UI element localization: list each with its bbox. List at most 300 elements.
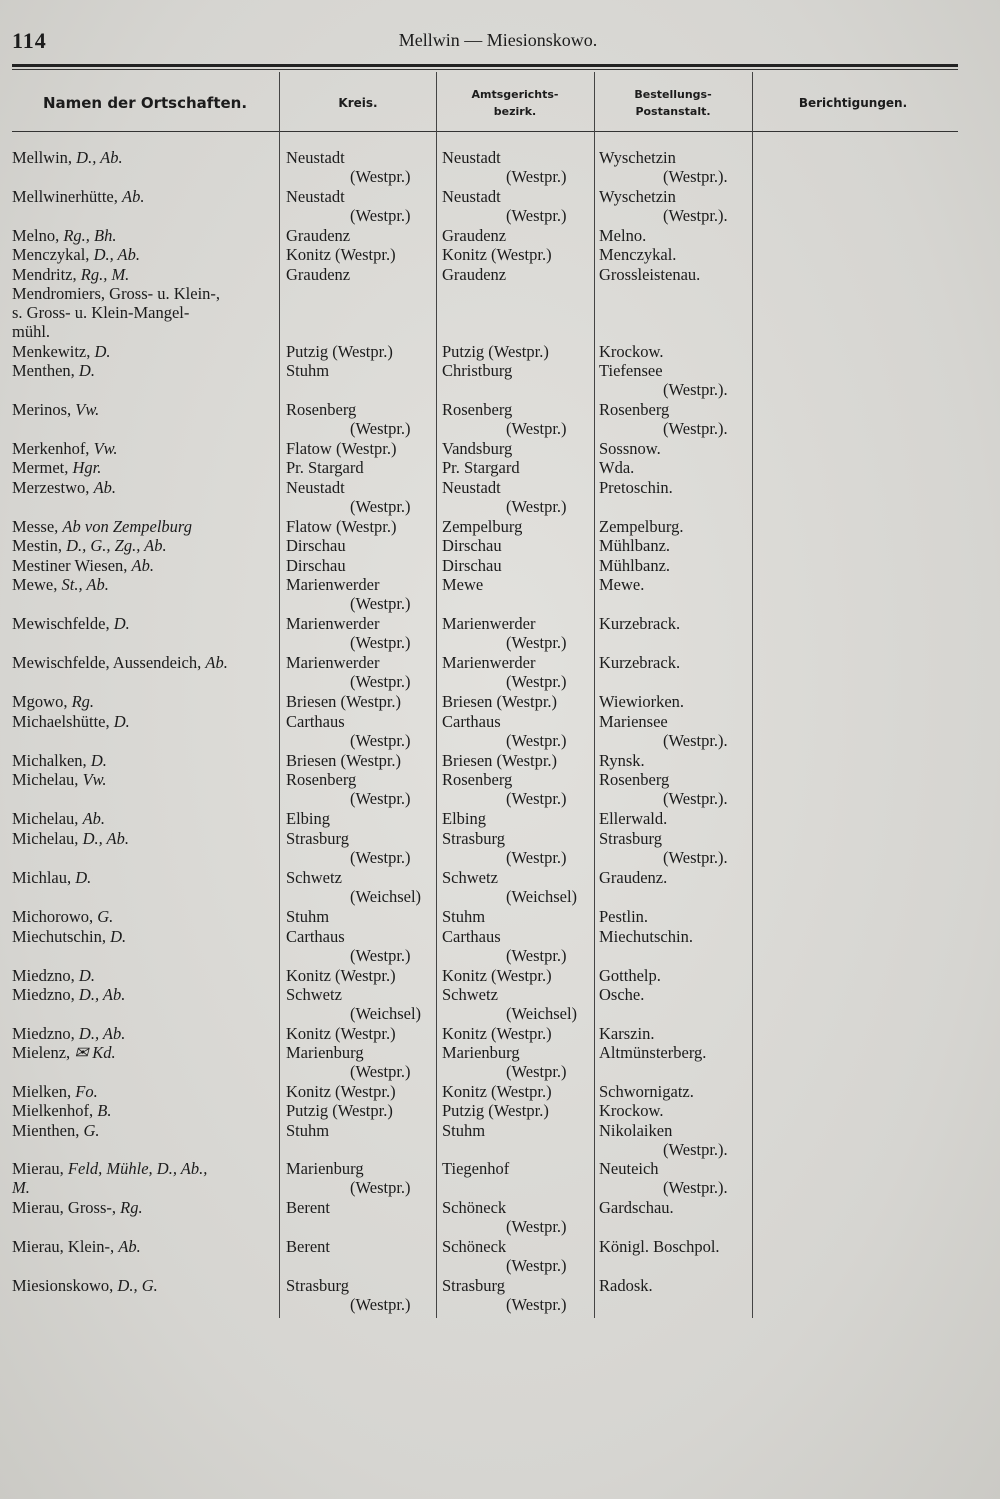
post-office-cell (599, 187, 749, 225)
kreis-cell-line2: (Westpr.) (350, 419, 411, 439)
post-office-cell-line1: Mühlbanz. (599, 536, 671, 555)
court-district-cell-line2: (Westpr.) (506, 1217, 567, 1237)
post-office-cell-line1: Pestlin. (599, 907, 649, 926)
place-name: Mierau, Klein-, (12, 1237, 119, 1256)
court-district-cell (442, 226, 588, 245)
post-office-cell-line2: (Westpr.). (663, 206, 728, 226)
kreis-cell (286, 966, 432, 985)
place-type: D., Ab. (82, 829, 130, 848)
court-district-cell-line1: Putzig (Westpr.) (442, 342, 549, 361)
court-district-cell-line1: Briesen (Westpr.) (442, 751, 558, 770)
kreis-cell (286, 927, 432, 965)
kreis-cell (286, 1101, 432, 1120)
post-office-cell (599, 751, 749, 770)
post-office-cell-line1: Osche. (599, 985, 645, 1004)
kreis-cell-line1: Konitz (Westpr.) (286, 1082, 396, 1101)
kreis-cell-line1: Marienburg (286, 1159, 364, 1178)
post-office-cell-line2: (Westpr.). (663, 1178, 728, 1198)
place-name-cell (12, 927, 278, 946)
kreis-cell-line1: Rosenberg (286, 400, 357, 419)
post-office-cell-line2: (Westpr.). (663, 419, 728, 439)
post-office-cell (599, 712, 749, 750)
place-name: Miechutschin, (12, 927, 111, 946)
court-district-cell (442, 1159, 588, 1178)
place-type: D. (75, 868, 92, 887)
kreis-cell-line1: Carthaus (286, 927, 345, 946)
place-name: Mermet, (12, 458, 73, 477)
place-name-cell (12, 361, 278, 380)
post-office-cell (599, 1276, 749, 1295)
court-district-cell-line1: Marienwerder (442, 614, 536, 633)
post-office-cell (599, 245, 749, 264)
column-header-name: Namen der Ortschaften. (42, 94, 248, 112)
place-name: Miedzno, (12, 1024, 79, 1043)
court-district-cell-line1: Carthaus (442, 712, 501, 731)
post-office-cell (599, 226, 749, 245)
column-header-amt: Amtsgerichts- bezirk. (471, 88, 559, 118)
post-office-cell-line1: Gardschau. (599, 1198, 674, 1217)
place-name-cell (12, 1043, 278, 1062)
place-name-cell (12, 692, 278, 711)
post-office-cell-line1: Tiefensee (599, 361, 663, 380)
place-name: Menthen, (12, 361, 79, 380)
court-district-cell (442, 342, 588, 361)
place-type: D., Ab. (78, 1024, 126, 1043)
court-district-cell (442, 439, 588, 458)
court-district-cell-line1: Stuhm (442, 1121, 486, 1140)
kreis-cell (286, 809, 432, 828)
place-name-cell (12, 517, 278, 536)
place-type: Ab. (82, 809, 106, 828)
place-name-cell (12, 1121, 278, 1140)
kreis-cell (286, 829, 432, 867)
post-office-cell (599, 361, 749, 399)
post-office-cell-line1: Wyschetzin (599, 187, 676, 206)
place-type: D. (113, 614, 130, 633)
place-name-cell (12, 458, 278, 477)
court-district-cell-line1: Schöneck (442, 1198, 507, 1217)
post-office-cell-line1: Strasburg (599, 829, 662, 848)
court-district-cell (442, 361, 588, 380)
kreis-cell-line1: Marienwerder (286, 614, 380, 633)
kreis-cell (286, 478, 432, 516)
court-district-cell (442, 1101, 588, 1120)
kreis-cell-line1: Rosenberg (286, 770, 357, 789)
court-district-cell (442, 868, 588, 906)
kreis-cell-line2: (Westpr.) (350, 946, 411, 966)
kreis-cell (286, 439, 432, 458)
post-office-cell (599, 614, 749, 633)
place-name: Michaelshütte, (12, 712, 114, 731)
post-office-cell (599, 907, 749, 926)
place-name: Mgowo, (12, 692, 72, 711)
court-district-cell-line1: Neustadt (442, 478, 501, 497)
place-name: Menczykal, (12, 245, 94, 264)
court-district-cell-line2: (Westpr.) (506, 672, 567, 692)
kreis-cell-line1: Konitz (Westpr.) (286, 245, 396, 264)
court-district-cell (442, 770, 588, 808)
place-type: Ab. (131, 556, 155, 575)
gazetteer-table (0, 148, 1000, 1478)
kreis-cell-line1: Graudenz (286, 226, 351, 245)
court-district-cell-line1: Briesen (Westpr.) (442, 692, 558, 711)
place-name-cell (12, 342, 278, 361)
court-district-cell-line1: Dirschau (442, 556, 502, 575)
court-district-cell-line1: Marienwerder (442, 653, 536, 672)
place-name: Mestiner Wiesen, (12, 556, 132, 575)
place-name: Messe, (12, 517, 63, 536)
court-district-cell (442, 187, 588, 225)
place-type: B. (97, 1101, 112, 1120)
court-district-cell (442, 1043, 588, 1081)
page-number: 114 (12, 28, 47, 53)
place-name: Menkewitz, (12, 342, 95, 361)
place-type: D., G. (117, 1276, 158, 1295)
kreis-cell (286, 1024, 432, 1043)
court-district-cell (442, 265, 588, 284)
kreis-cell-line1: Marienwerder (286, 653, 380, 672)
place-name-cell (12, 712, 278, 731)
court-district-cell (442, 1237, 588, 1275)
court-district-cell-line1: Zempelburg (442, 517, 523, 536)
post-office-cell (599, 536, 749, 555)
post-office-cell (599, 868, 749, 887)
court-district-cell-line1: Konitz (Westpr.) (442, 1082, 552, 1101)
kreis-cell (286, 712, 432, 750)
place-name: Mewe, (12, 575, 62, 594)
kreis-cell-line2: (Westpr.) (350, 848, 411, 868)
court-district-cell (442, 653, 588, 691)
place-name-cell (12, 187, 278, 206)
place-name-cell (12, 751, 278, 770)
place-name-cell (12, 1276, 278, 1295)
post-office-cell (599, 809, 749, 828)
kreis-cell (286, 1276, 432, 1314)
post-office-cell (599, 692, 749, 711)
post-office-cell (599, 1082, 749, 1101)
place-type: D., Ab. (76, 148, 123, 167)
court-district-cell-line1: Neustadt (442, 187, 501, 206)
place-name: Mendromiers, Gross- u. Klein-, s. Gross- u. Klein-Mangel- mühl. (12, 284, 221, 342)
place-name-cell (12, 556, 278, 575)
kreis-cell-line1: Berent (286, 1198, 330, 1217)
place-name: Merinos, (12, 400, 76, 419)
place-type: D. (78, 361, 95, 380)
place-name-cell (12, 614, 278, 633)
kreis-cell-line2: (Weichsel) (350, 887, 422, 907)
post-office-cell-line1: Sossnow. (599, 439, 661, 458)
place-name: Mienthen, (12, 1121, 84, 1140)
place-name-cell (12, 829, 278, 848)
court-district-cell-line2: (Westpr.) (506, 206, 567, 226)
kreis-cell (286, 575, 432, 613)
post-office-cell (599, 927, 749, 946)
post-office-cell-line1: Grossleistenau. (599, 265, 701, 284)
post-office-cell (599, 148, 749, 186)
place-name: Mellwinerhütte, (12, 187, 122, 206)
court-district-cell-line1: Strasburg (442, 829, 505, 848)
kreis-cell (286, 692, 432, 711)
post-office-cell (599, 1043, 749, 1062)
kreis-cell (286, 148, 432, 186)
court-district-cell-line1: Schwetz (442, 868, 498, 887)
post-office-cell (599, 458, 749, 477)
place-type: Feld, Mühle, D., Ab., M. (12, 1159, 208, 1198)
post-office-cell-line1: Kurzebrack. (599, 614, 681, 633)
post-office-cell-line1: Mühlbanz. (599, 556, 671, 575)
court-district-cell-line1: Marienburg (442, 1043, 520, 1062)
place-type: Ab. (121, 187, 145, 206)
place-name: Miedzno, (12, 966, 79, 985)
court-district-cell-line1: Christburg (442, 361, 513, 380)
place-name-cell (12, 966, 278, 985)
post-office-cell (599, 770, 749, 808)
post-office-cell-line1: Melno. (599, 226, 647, 245)
court-district-cell-line1: Konitz (Westpr.) (442, 1024, 552, 1043)
post-office-cell (599, 575, 749, 594)
place-name-cell (12, 868, 278, 887)
kreis-cell-line2: (Westpr.) (350, 167, 411, 187)
court-district-cell (442, 458, 588, 477)
post-office-cell-line1: Königl. Boschpol. (599, 1237, 720, 1256)
court-district-cell-line1: Graudenz (442, 265, 507, 284)
court-district-cell (442, 966, 588, 985)
kreis-cell-line1: Neustadt (286, 478, 345, 497)
post-office-cell-line1: Schwornigatz. (599, 1082, 694, 1101)
court-district-cell-line1: Schwetz (442, 985, 498, 1004)
court-district-cell-line1: Tiegenhof (442, 1159, 510, 1178)
post-office-cell-line2: (Westpr.). (663, 848, 728, 868)
kreis-cell-line2: (Westpr.) (350, 672, 411, 692)
header-rule (12, 64, 958, 67)
place-type: ✉ Kd. (74, 1043, 116, 1062)
post-office-cell (599, 1237, 749, 1256)
court-district-cell-line1: Rosenberg (442, 400, 513, 419)
place-name: Mielken, (12, 1082, 76, 1101)
kreis-cell (286, 517, 432, 536)
column-header-rule (12, 131, 958, 132)
post-office-cell (599, 400, 749, 438)
kreis-cell-line1: Schwetz (286, 985, 342, 1004)
court-district-cell (442, 712, 588, 750)
place-name: Mewischfelde, (12, 614, 114, 633)
post-office-cell-line1: Neuteich (599, 1159, 659, 1178)
post-office-cell-line1: Wda. (599, 458, 635, 477)
kreis-cell-line1: Marienburg (286, 1043, 364, 1062)
place-name-cell (12, 148, 278, 167)
column-header-post: Bestellungs- Postanstalt. (634, 88, 712, 118)
court-district-cell (442, 556, 588, 575)
place-name: Melno, (12, 226, 64, 245)
post-office-cell (599, 985, 749, 1004)
place-name-cell (12, 284, 278, 342)
place-type: St., Ab. (61, 575, 109, 594)
post-office-cell-line2: (Westpr.). (663, 380, 728, 400)
kreis-cell-line1: Neustadt (286, 187, 345, 206)
post-office-cell-line1: Mariensee (599, 712, 668, 731)
kreis-cell (286, 985, 432, 1023)
place-name: Mendritz, (12, 265, 81, 284)
court-district-cell (442, 809, 588, 828)
place-name-cell (12, 226, 278, 245)
place-name-cell (12, 400, 278, 419)
place-name-cell (12, 809, 278, 828)
kreis-cell-line2: (Westpr.) (350, 1295, 411, 1315)
kreis-cell (286, 770, 432, 808)
place-type: Ab. (93, 478, 117, 497)
post-office-cell-line1: Ellerwald. (599, 809, 668, 828)
place-name: Michelau, (12, 829, 83, 848)
place-type: Vw. (93, 439, 118, 458)
place-type: G. (97, 907, 114, 926)
post-office-cell-line1: Graudenz. (599, 868, 668, 887)
kreis-cell-line1: Schwetz (286, 868, 342, 887)
post-office-cell-line1: Karszin. (599, 1024, 655, 1043)
court-district-cell-line1: Neustadt (442, 148, 501, 167)
post-office-cell-line1: Kurzebrack. (599, 653, 681, 672)
post-office-cell-line2: (Westpr.). (663, 789, 728, 809)
court-district-cell-line2: (Westpr.) (506, 731, 567, 751)
kreis-cell-line2: (Westpr.) (350, 594, 411, 614)
post-office-cell (599, 1024, 749, 1043)
place-name-cell (12, 1198, 278, 1217)
place-name: Michorowo, (12, 907, 98, 926)
kreis-cell (286, 187, 432, 225)
post-office-cell-line1: Krockow. (599, 1101, 664, 1120)
court-district-cell-line1: Graudenz (442, 226, 507, 245)
court-district-cell (442, 478, 588, 516)
court-district-cell (442, 985, 588, 1023)
post-office-cell-line1: Wiewiorken. (599, 692, 685, 711)
place-name-cell (12, 575, 278, 594)
place-type: Rg. (120, 1198, 143, 1217)
kreis-cell (286, 751, 432, 770)
kreis-cell (286, 536, 432, 555)
kreis-cell-line1: Flatow (Westpr.) (286, 517, 397, 536)
court-district-cell-line1: Vandsburg (442, 439, 513, 458)
place-name: Michalken, (12, 751, 91, 770)
place-name: Miesionskowo, (12, 1276, 118, 1295)
kreis-cell-line1: Strasburg (286, 829, 349, 848)
court-district-cell (442, 575, 588, 594)
place-type: Hgr. (72, 458, 102, 477)
court-district-cell-line1: Konitz (Westpr.) (442, 245, 552, 264)
post-office-cell-line1: Nikolaiken (599, 1121, 673, 1140)
court-district-cell-line1: Konitz (Westpr.) (442, 966, 552, 985)
court-district-cell-line2: (Weichsel) (506, 887, 578, 907)
kreis-cell (286, 226, 432, 245)
post-office-cell-line1: Rosenberg (599, 400, 670, 419)
court-district-cell-line1: Carthaus (442, 927, 501, 946)
kreis-cell (286, 907, 432, 926)
place-type: Vw. (75, 400, 100, 419)
post-office-cell-line2: (Westpr.). (663, 1140, 728, 1160)
kreis-cell-line1: Konitz (Westpr.) (286, 1024, 396, 1043)
post-office-cell-line2: (Westpr.). (663, 731, 728, 751)
kreis-cell-line1: Pr. Stargard (286, 458, 364, 477)
kreis-cell-line2: (Westpr.) (350, 206, 411, 226)
court-district-cell-line2: (Weichsel) (506, 1004, 578, 1024)
place-type: D., Ab. (93, 245, 141, 264)
place-type: D., G., Zg., Ab. (66, 536, 167, 555)
place-type: D. (90, 751, 107, 770)
court-district-cell (442, 400, 588, 438)
place-type: Ab. (205, 653, 228, 672)
place-name: Mielenz, (12, 1043, 75, 1062)
court-district-cell (442, 751, 588, 770)
court-district-cell (442, 517, 588, 536)
post-office-cell-line1: Mewe. (599, 575, 645, 594)
kreis-cell-line1: Graudenz (286, 265, 351, 284)
place-type: D. (110, 927, 127, 946)
post-office-cell (599, 517, 749, 536)
court-district-cell-line2: (Westpr.) (506, 1062, 567, 1082)
post-office-cell-line1: Radosk. (599, 1276, 653, 1295)
court-district-cell (442, 829, 588, 867)
court-district-cell-line1: Putzig (Westpr.) (442, 1101, 549, 1120)
court-district-cell-line2: (Westpr.) (506, 1295, 567, 1315)
court-district-cell (442, 148, 588, 186)
kreis-cell-line1: Marienwerder (286, 575, 380, 594)
post-office-cell (599, 829, 749, 867)
court-district-cell-line2: (Westpr.) (506, 633, 567, 653)
kreis-cell-line1: Flatow (Westpr.) (286, 439, 397, 458)
place-name: Mestin, (12, 536, 67, 555)
post-office-cell-line1: Menczykal. (599, 245, 677, 264)
court-district-cell-line1: Elbing (442, 809, 486, 828)
kreis-cell-line1: Briesen (Westpr.) (286, 692, 402, 711)
court-district-cell (442, 614, 588, 652)
post-office-cell-line1: Zempelburg. (599, 517, 684, 536)
court-district-cell-line2: (Westpr.) (506, 1256, 567, 1276)
kreis-cell (286, 868, 432, 906)
kreis-cell (286, 1198, 432, 1217)
kreis-cell-line1: Carthaus (286, 712, 345, 731)
court-district-cell-line2: (Westpr.) (506, 848, 567, 868)
court-district-cell (442, 245, 588, 264)
post-office-cell-line1: Rosenberg (599, 770, 670, 789)
kreis-cell-line1: Konitz (Westpr.) (286, 966, 396, 985)
kreis-cell (286, 1159, 432, 1197)
kreis-cell (286, 400, 432, 438)
page-header (12, 28, 958, 58)
post-office-cell (599, 556, 749, 575)
kreis-cell-line1: Elbing (286, 809, 330, 828)
place-name-cell (12, 478, 278, 497)
place-type: Ab. (118, 1237, 141, 1256)
court-district-cell (442, 1024, 588, 1043)
place-name-cell (12, 245, 278, 264)
running-head: Mellwin — Miesionskowo. (398, 30, 598, 50)
post-office-cell-line1: Wyschetzin (599, 148, 676, 167)
court-district-cell (442, 1082, 588, 1101)
kreis-cell-line1: Dirschau (286, 536, 346, 555)
place-type: D., Ab. (78, 985, 126, 1004)
place-type: Ab von Zempelburg (62, 517, 192, 536)
column-header-kreis: Kreis. (338, 95, 378, 110)
place-name: Merzestwo, (12, 478, 94, 497)
header-rule-thin (12, 69, 958, 70)
kreis-cell-line1: Stuhm (286, 361, 330, 380)
place-type: Rg., Bh. (63, 226, 117, 245)
kreis-cell-line2: (Weichsel) (350, 1004, 422, 1024)
kreis-cell-line1: Berent (286, 1237, 330, 1256)
place-name-cell (12, 1082, 278, 1101)
place-type: Fo. (75, 1082, 98, 1101)
kreis-cell (286, 265, 432, 284)
place-name-cell (12, 439, 278, 458)
post-office-cell (599, 966, 749, 985)
